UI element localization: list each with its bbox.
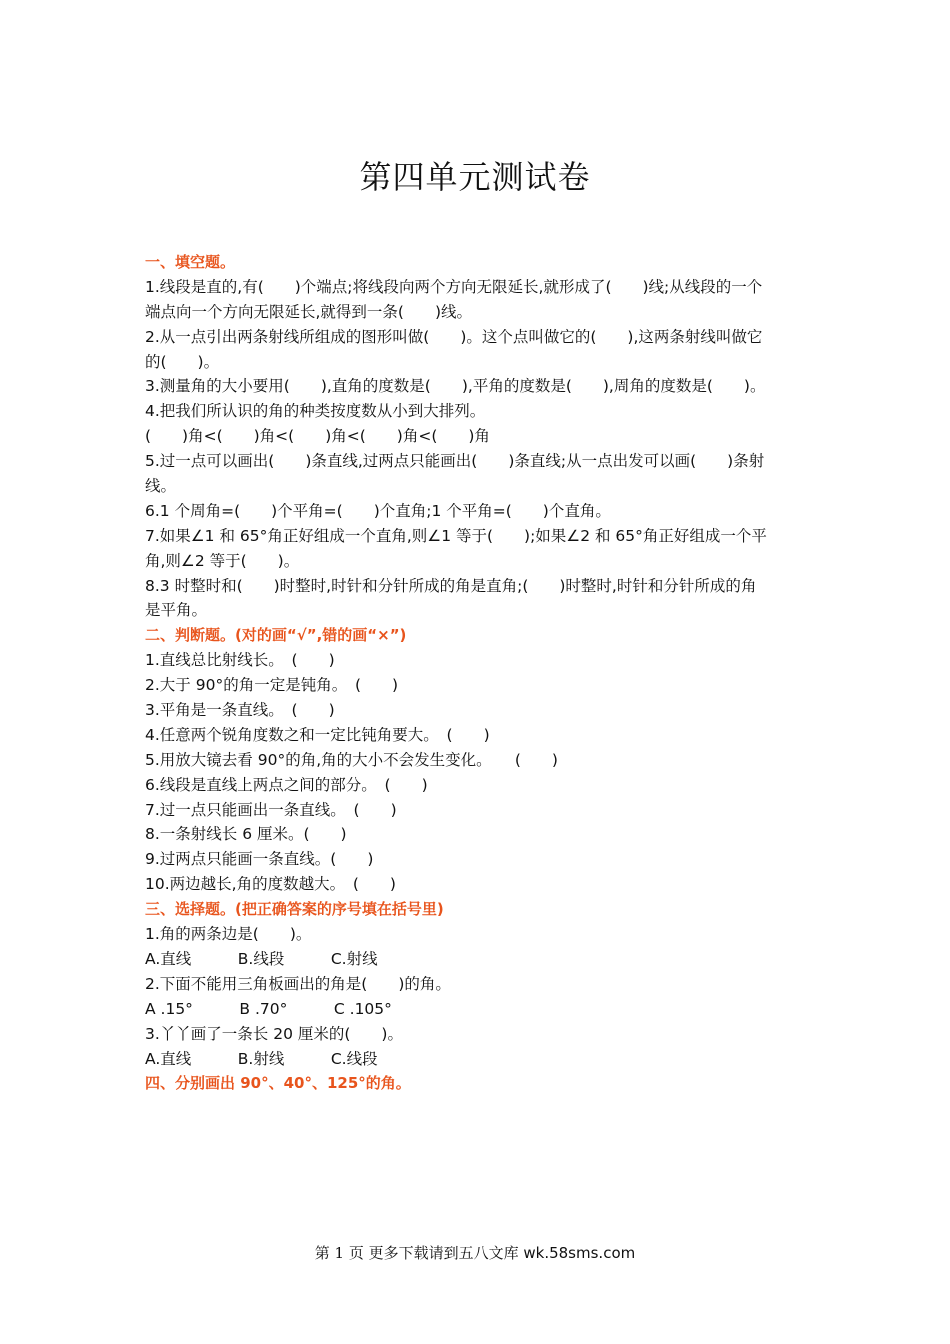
section-heading-draw: 四、分别画出 90°、40°、125°的角。 <box>145 1074 411 1093</box>
fill-question-line: 6.1 个周角=( )个平角=( )个直角;1 个平角=( )个直角。 <box>145 501 611 520</box>
judge-question-line: 1.直线总比射线长。 ( ) <box>145 651 335 670</box>
document-body <box>145 250 810 1096</box>
footer-link[interactable]: wk.58sms.com <box>523 1244 636 1262</box>
judge-question-line: 7.过一点只能画出一条直线。 ( ) <box>145 800 397 819</box>
judge-question-line: 6.线段是直线上两点之间的部分。 ( ) <box>145 775 428 794</box>
choice-question-line: 2.下面不能用三角板画出的角是( )的角。 <box>145 974 451 993</box>
fill-question-line: 8.3 时整时和( )时整时,时针和分针所成的角是直角;( )时整时,时针和分针所成的角 <box>145 576 757 595</box>
fill-question-line: 3.测量角的大小要用( ),直角的度数是( ),平角的度数是( ),周角的度数是( )。 <box>145 377 766 396</box>
fill-question-line: 的( )。 <box>145 352 220 371</box>
footer-text: 第 1 页 更多下载请到五八文库 <box>314 1244 524 1262</box>
fill-question-line: 是平角。 <box>145 601 208 620</box>
choice-question-line: 1.角的两条边是( )。 <box>145 925 312 944</box>
fill-question-line: 端点向一个方向无限延长,就得到一条( )线。 <box>145 302 473 321</box>
fill-question-line: ( )角<( )角<( )角<( )角<( )角 <box>145 427 490 446</box>
choice-options-line: A.直线 B.线段 C.射线 <box>145 949 378 968</box>
choice-options-line: A.直线 B.射线 C.线段 <box>145 1049 378 1068</box>
judge-question-line: 8.一条射线长 6 厘米。( ) <box>145 825 347 844</box>
choice-options-line: A .15° B .70° C .105° <box>145 999 392 1018</box>
page-title: 第四单元测试卷 <box>359 158 591 196</box>
judge-question-line: 3.平角是一条直线。 ( ) <box>145 701 335 720</box>
fill-question-line: 2.从一点引出两条射线所组成的图形叫做( )。这个点叫做它的( ),这两条射线叫做它 <box>145 327 763 346</box>
fill-question-line: 线。 <box>145 477 177 496</box>
section-heading-fill: 一、填空题。 <box>145 253 236 271</box>
choice-question-line: 3.丫丫画了一条长 20 厘米的( )。 <box>145 1024 403 1043</box>
fill-question-line: 7.如果∠1 和 65°角正好组成一个直角,则∠1 等于( );如果∠2 和 65°角正好组成一个平 <box>145 526 767 545</box>
judge-question-line: 5.用放大镜去看 90°的角,角的大小不会发生变化。 ( ) <box>145 750 558 769</box>
fill-question-line: 角,则∠2 等于( )。 <box>145 551 300 570</box>
judge-question-line: 9.过两点只能画一条直线。( ) <box>145 850 374 869</box>
fill-question-line: 4.把我们所认识的角的种类按度数从小到大排列。 <box>145 402 486 421</box>
fill-question-line: 5.过一点可以画出( )条直线,过两点只能画出( )条直线;从一点出发可以画( )条射 <box>145 452 765 471</box>
page-footer <box>0 1242 950 1263</box>
judge-question-line: 10.两边越长,角的度数越大。 ( ) <box>145 875 396 894</box>
section-heading-choice: 三、选择题。(把正确答案的序号填在括号里) <box>145 900 444 919</box>
section-heading-judge: 二、判断题。(对的画“√”,错的画“×”) <box>145 626 407 645</box>
judge-question-line: 2.大于 90°的角一定是钝角。 ( ) <box>145 676 399 695</box>
fill-question-line: 1.线段是直的,有( )个端点;将线段向两个方向无限延长,就形成了( )线;从线段的一个 <box>145 277 763 296</box>
judge-question-line: 4.任意两个锐角度数之和一定比钝角要大。 ( ) <box>145 725 490 744</box>
